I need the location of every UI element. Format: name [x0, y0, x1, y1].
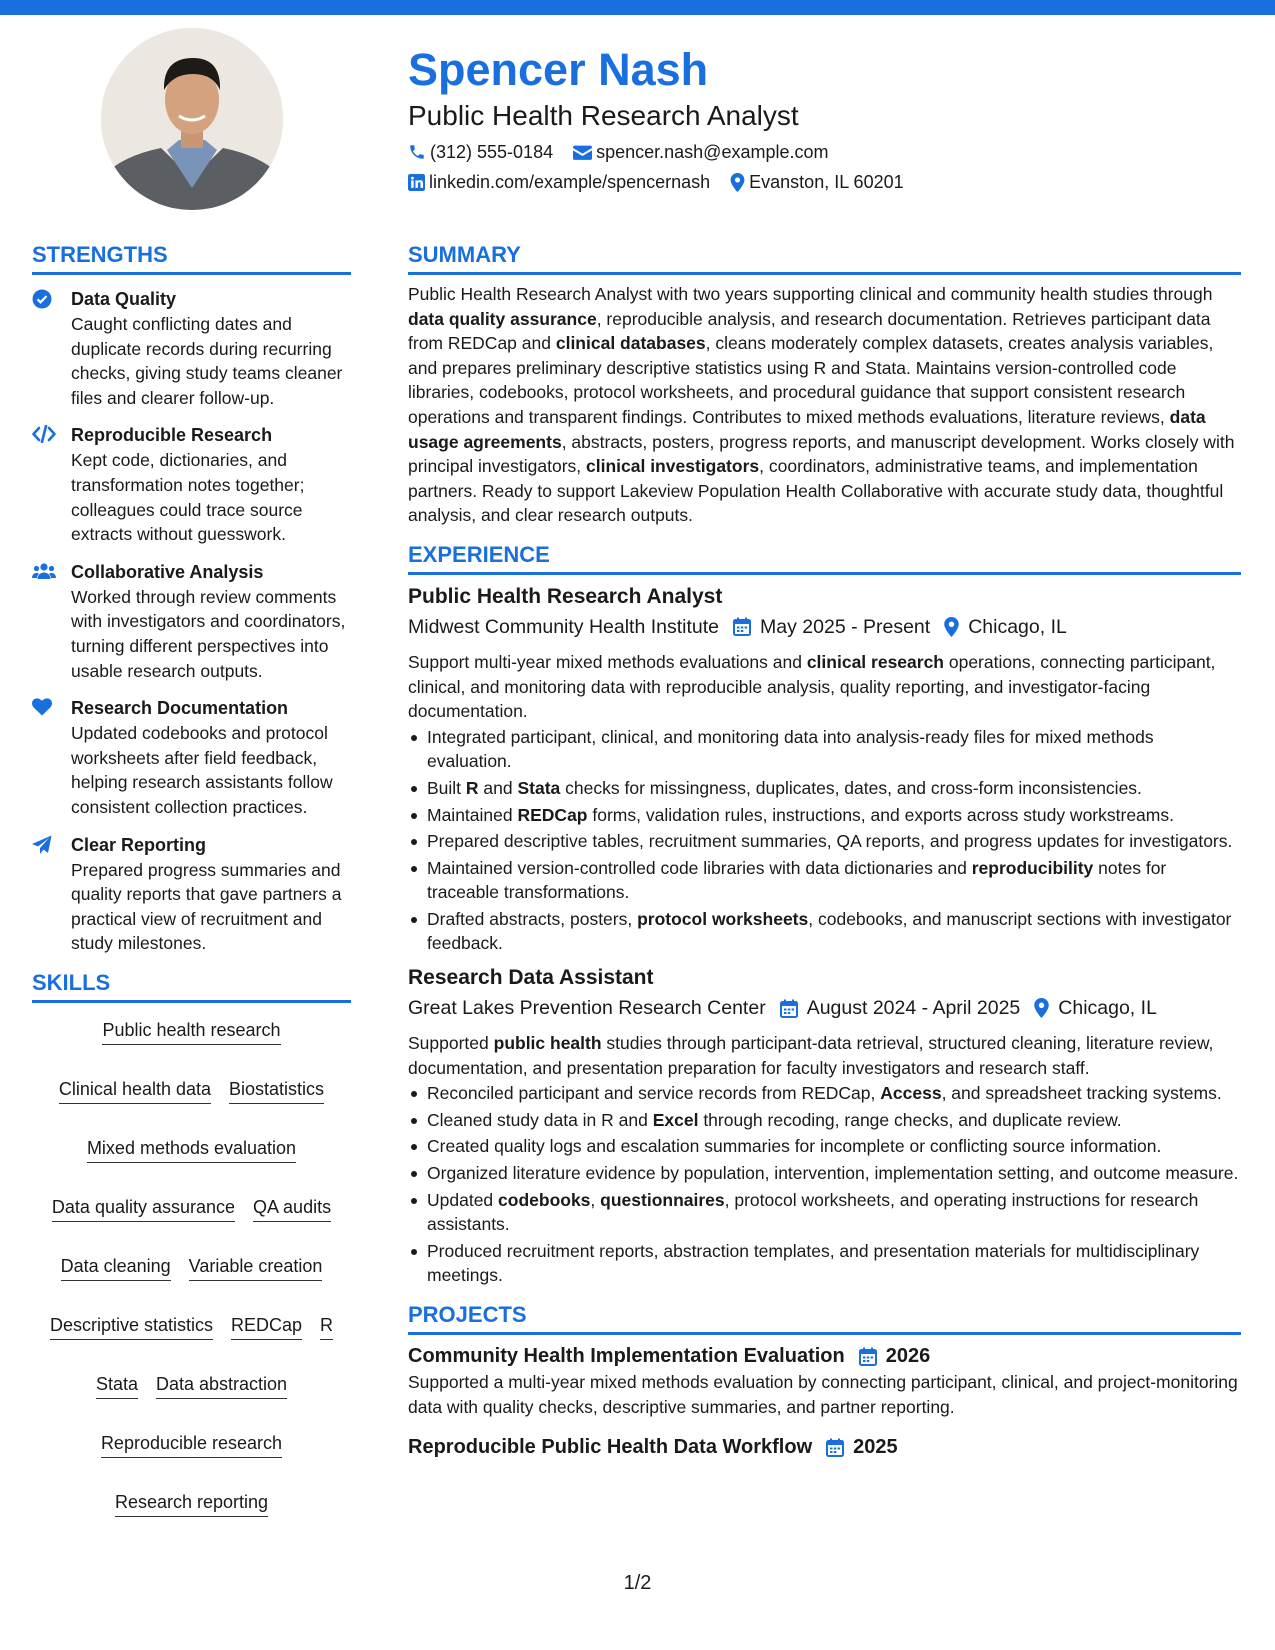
calendar-icon	[859, 1347, 877, 1366]
job-meta	[408, 612, 1241, 642]
strength-desc: Prepared progress summaries and quality reports that gave partners a practical view of recruitment and study milestones.	[71, 859, 342, 954]
candidate-title: Public Health Research Analyst	[408, 100, 799, 131]
map-pin-icon	[1034, 998, 1049, 1018]
phone-contact[interactable]	[408, 140, 553, 164]
skill-tag: Data abstraction	[156, 1372, 287, 1399]
project-header	[408, 1342, 1241, 1370]
strength-title: Data Quality	[71, 289, 177, 309]
strength-desc: Caught conflicting dates and duplicate records during recurring checks, giving study teams cleaner files and clearer follow-up.	[71, 314, 343, 408]
skill-tag: Mixed methods evaluation	[87, 1136, 296, 1163]
strength-item	[32, 833, 351, 956]
strength-title: Clear Reporting	[71, 834, 207, 855]
job-description: Supported public health studies through participant-data retrieval, structured cleaning, literature review, documentation, and presentation preparation for faculty investigators and research staff.	[408, 1033, 1214, 1078]
skills-section	[32, 969, 351, 1517]
calendar-icon	[826, 1438, 844, 1457]
project-entry	[408, 1342, 1241, 1419]
heart-icon	[32, 698, 52, 716]
right-column	[408, 241, 1241, 1461]
summary-text: Public Health Research Analyst with two years supporting clinical and community health studies through data quality assurance, reproducible analysis, and research documentation. Retrieves participant data from REDCap and clinical databases, cleans moderately complex datasets, creates analysis variables, and prepares preliminary descriptive statistics using R and Stata. Maintains version-controlled code libraries, codebooks, protocol worksheets, and procedural guidance that support consistent research operations and transparent findings. Contributes to mixed methods evaluations, literature reviews, data usage agreements, abstracts, posters, progress reports, and manuscript development. Works closely with principal investigators, clinical investigators, coordinators, administrative teams, and implementation partners. Ready to support Lakeview Population Health Collaborative with accurate study data, thoughtful analysis, and clear research outputs.	[408, 284, 1235, 526]
skill-tag: Reproducible research	[101, 1431, 282, 1458]
job-role: Research Data Assistant	[408, 966, 654, 990]
code-icon	[32, 425, 56, 443]
strength-desc: Kept code, dictionaries, and transformation notes together; colleagues could trace source extracts without guesswork.	[71, 450, 305, 545]
skill-tag: Public health research	[102, 1018, 280, 1045]
paper-plane-icon	[32, 835, 52, 855]
left-column	[32, 241, 351, 1517]
phone-text: (312) 555-0184	[430, 142, 554, 162]
strength-item	[32, 696, 351, 819]
strength-desc: Worked through review comments with investigators and coordinators, turning different perspectives into usable research outputs.	[71, 586, 346, 681]
check-circle-icon	[32, 289, 52, 309]
strength-title: Collaborative Analysis	[71, 561, 264, 582]
location-contact	[730, 170, 903, 194]
projects-heading: PROJECTS	[408, 1301, 1241, 1335]
skills-list	[32, 1018, 351, 1517]
project-year: 2025	[853, 1436, 898, 1459]
envelope-icon	[573, 144, 592, 160]
list-item: Produced recruitment reports, abstraction templates, and presentation materials for multidisciplinary meetings.	[408, 1239, 1241, 1288]
map-pin-icon	[730, 173, 745, 192]
resume-header	[408, 42, 1248, 194]
job-location: Chicago, IL	[968, 615, 1067, 638]
candidate-name: Spencer Nash	[408, 44, 709, 95]
calendar-icon	[733, 617, 751, 636]
strengths-heading: STRENGTHS	[32, 241, 351, 275]
summary-heading: SUMMARY	[408, 241, 1241, 275]
map-pin-icon	[944, 617, 959, 637]
job-bullets	[408, 1081, 1241, 1288]
list-item: Cleaned study data in R and Excel through recoding, range checks, and duplicate review.	[408, 1108, 1241, 1133]
list-item: Maintained REDCap forms, validation rules, instructions, and exports across study workstreams.	[408, 803, 1241, 828]
skill-tag: Descriptive statistics	[50, 1313, 213, 1340]
contact-line-2	[408, 170, 1248, 194]
skill-tag: R	[320, 1313, 333, 1340]
location-text: Evanston, IL 60201	[749, 172, 904, 192]
contact-line-1	[408, 140, 1248, 164]
skill-tag: Research reporting	[115, 1490, 268, 1517]
top-accent-bar	[0, 0, 1275, 15]
skill-tag: Biostatistics	[229, 1077, 324, 1104]
strength-title: Reproducible Research	[71, 425, 273, 446]
list-item: Built R and Stata checks for missingness, duplicates, dates, and cross-form inconsistencies.	[408, 776, 1241, 801]
list-item: Reconciled participant and service records from REDCap, Access, and spreadsheet tracking systems.	[408, 1081, 1241, 1106]
job-org: Great Lakes Prevention Research Center	[408, 997, 766, 1020]
profile-photo	[101, 28, 283, 210]
skill-tag: Data cleaning	[61, 1254, 171, 1281]
list-item: Drafted abstracts, posters, protocol worksheets, codebooks, and manuscript sections with investigator feedback.	[408, 907, 1241, 956]
job-dates: May 2025 - Present	[760, 615, 931, 638]
linkedin-text: linkedin.com/example/spencernash	[429, 172, 711, 192]
strengths-list	[32, 287, 351, 956]
strength-item	[32, 423, 351, 546]
email-contact[interactable]	[573, 140, 828, 164]
list-item: Maintained version-controlled code libraries with data dictionaries and reproducibility notes for traceable transformations.	[408, 856, 1241, 905]
list-item: Updated codebooks, questionnaires, protocol worksheets, and operating instructions for research assistants.	[408, 1188, 1241, 1237]
strength-item	[32, 560, 351, 683]
calendar-icon	[780, 999, 798, 1018]
linkedin-contact[interactable]	[408, 170, 710, 194]
project-year: 2026	[885, 1345, 931, 1367]
project-title: Community Health Implementation Evaluation	[408, 1345, 845, 1367]
job-role: Public Health Research Analyst	[408, 584, 723, 608]
job-description: Support multi-year mixed methods evaluations and clinical research operations, connecting participant, clinical, and monitoring data with reproducible analysis, quality reporting, and investigator-facing documentation.	[408, 651, 1216, 722]
linkedin-icon	[408, 174, 425, 191]
job-org: Midwest Community Health Institute	[408, 615, 720, 638]
list-item: Prepared descriptive tables, recruitment summaries, QA reports, and progress updates for investigators.	[408, 829, 1241, 854]
job-dates: August 2024 - April 2025	[806, 997, 1021, 1020]
project-description: Supported a multi-year mixed methods evaluation by connecting participant, clinical, and project-monitoring data with quality checks, descriptive summaries, and partner reporting.	[408, 1372, 1238, 1417]
skill-tag: QA audits	[253, 1195, 331, 1222]
strength-desc: Updated codebooks and protocol worksheets after field feedback, helping research assistants follow consistent collection practices.	[71, 723, 333, 817]
list-item: Integrated participant, clinical, and monitoring data into analysis-ready files for mixed methods evaluation.	[408, 725, 1241, 774]
skills-heading: SKILLS	[32, 969, 351, 1003]
job-entry	[408, 963, 1241, 1288]
email-text: spencer.nash@example.com	[596, 142, 829, 162]
job-meta	[408, 993, 1241, 1023]
strength-item	[32, 287, 351, 410]
skill-tag: Stata	[96, 1372, 138, 1399]
job-entry	[408, 582, 1241, 956]
users-icon	[32, 562, 56, 580]
page-number: 1/2	[623, 1572, 652, 1594]
project-entry	[408, 1433, 1241, 1461]
job-bullets	[408, 725, 1241, 956]
list-item: Organized literature evidence by population, intervention, implementation setting, and outcome measure.	[408, 1161, 1241, 1186]
skill-tag: Variable creation	[189, 1254, 323, 1281]
skill-tag: Data quality assurance	[52, 1195, 235, 1222]
project-header	[408, 1433, 1241, 1461]
strength-title: Research Documentation	[71, 698, 289, 719]
skill-tag: REDCap	[231, 1313, 302, 1340]
job-location: Chicago, IL	[1058, 997, 1157, 1020]
experience-heading: EXPERIENCE	[408, 541, 1241, 575]
list-item: Created quality logs and escalation summaries for incomplete or conflicting source information.	[408, 1134, 1241, 1159]
project-title: Reproducible Public Health Data Workflow	[408, 1436, 813, 1459]
phone-icon	[408, 143, 426, 161]
skill-tag: Clinical health data	[59, 1077, 211, 1104]
